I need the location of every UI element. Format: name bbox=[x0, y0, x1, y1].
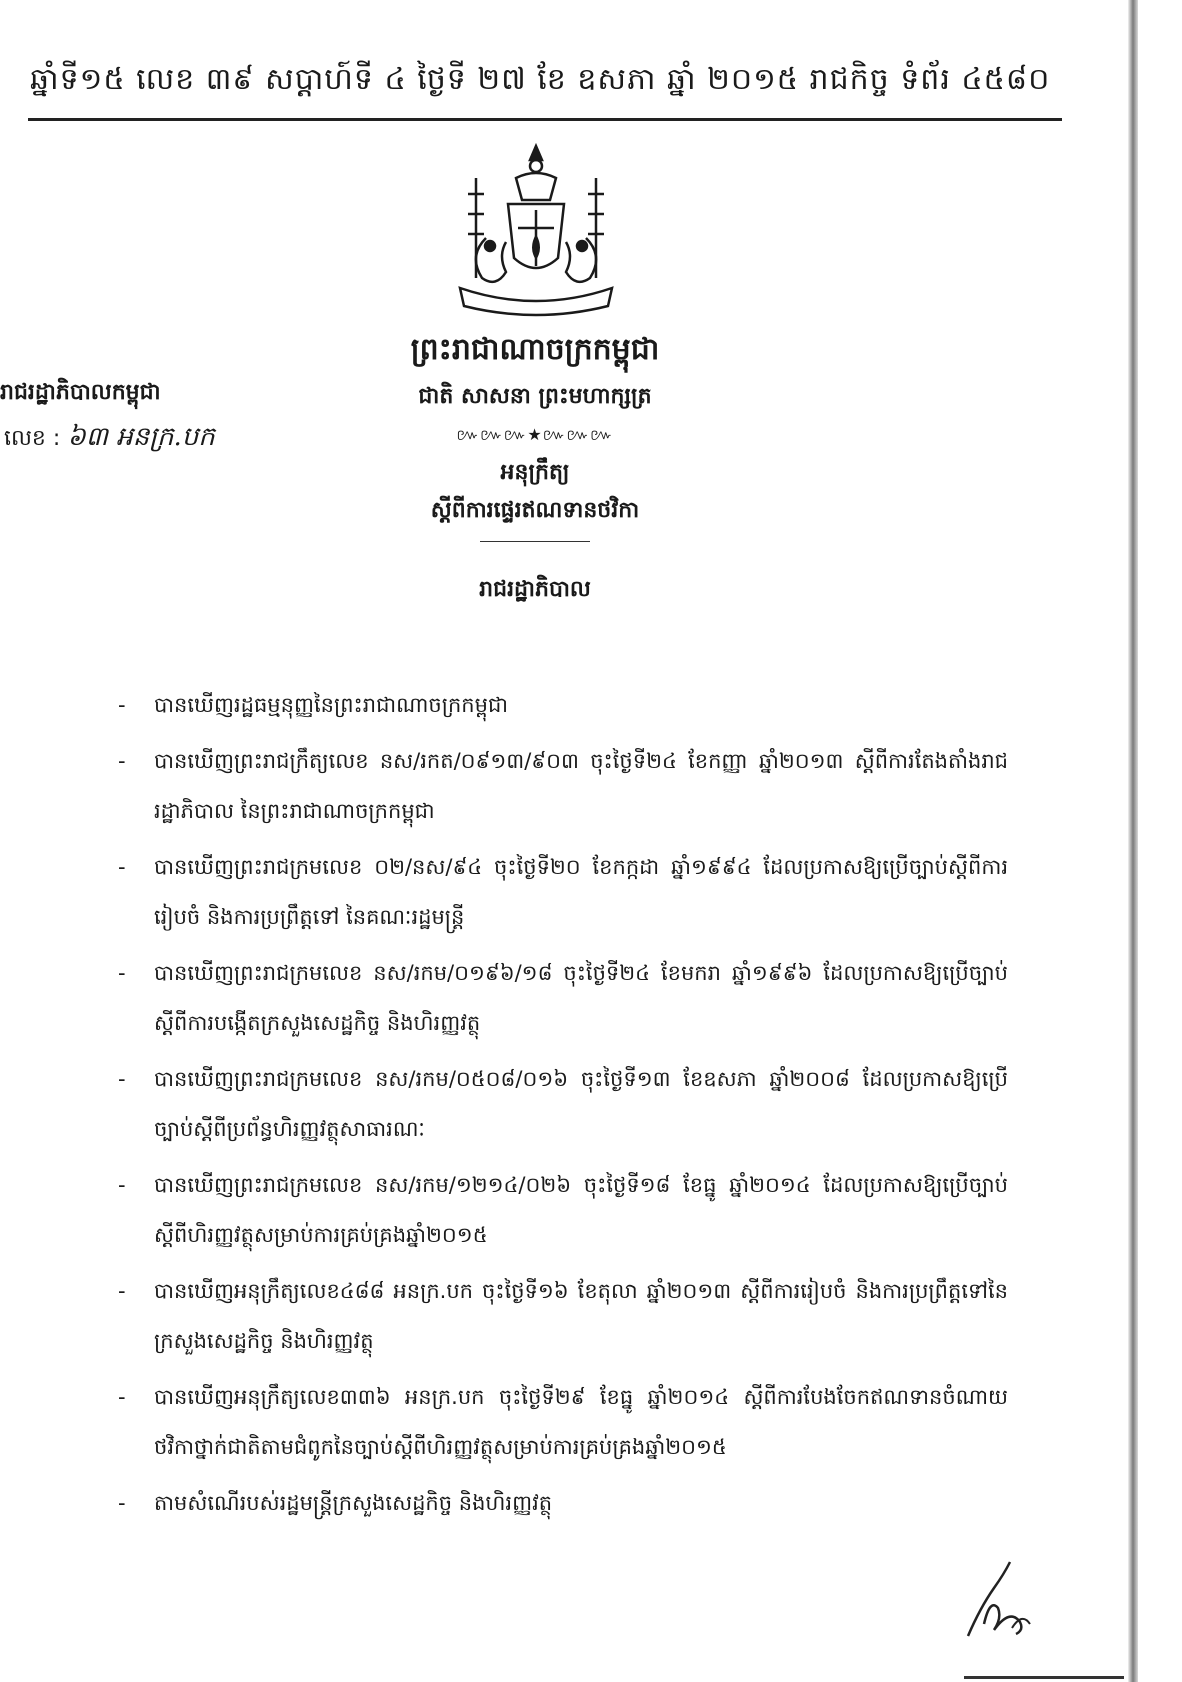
clause-dash: - bbox=[118, 1067, 126, 1091]
reference-value: ៦៣ អនក្រ.បក bbox=[67, 422, 215, 452]
list-item bbox=[118, 948, 1008, 1048]
clause-dash: - bbox=[118, 1491, 126, 1515]
list-item bbox=[118, 1266, 1008, 1366]
clause-dash: - bbox=[118, 1385, 126, 1409]
list-item bbox=[118, 1054, 1008, 1154]
clause-text: តាមសំណើរបស់រដ្ឋមន្ត្រីក្រសួងសេដ្ឋកិច្ច និងហិរញ្ញវត្ថុ bbox=[154, 1491, 553, 1515]
list-item bbox=[118, 842, 1008, 942]
clause-dash: - bbox=[118, 749, 126, 773]
issuing-body: រាជរដ្ឋាភិបាលកម្ពុជា bbox=[0, 380, 161, 405]
reference-label: លេខ : bbox=[4, 426, 61, 451]
kingdom-title: ព្រះរាជាណាចក្រកម្ពុជា bbox=[410, 332, 660, 367]
preamble-clauses bbox=[118, 680, 1008, 1534]
list-item bbox=[118, 736, 1008, 836]
list-item bbox=[118, 680, 1008, 730]
national-motto: ជាតិ សាសនា ព្រះមហាក្សត្រ bbox=[418, 384, 652, 409]
footer-line bbox=[964, 1676, 1124, 1679]
clause-text: បានឃើញព្រះរាជក្រមលេខ នស/រកម/០១៩៦/១៨ ចុះថ្ងៃទី២៤ ខែមករា ឆ្នាំ១៩៩៦ ដែលប្រកាសឱ្យប្រើច្បាប់ស្តីពីការបង្កើតក្រសួងសេដ្ឋកិច្ច និងហិរញ្ញវត្ថុ bbox=[154, 961, 1008, 1035]
clause-text: បានឃើញព្រះរាជក្រមលេខ នស/រកម/០៥០៨/០១៦ ចុះថ្ងៃទី១៣ ខែឧសភា ឆ្នាំ២០០៨ ដែលប្រកាសឱ្យប្រើច្បាប់ស្តីពីប្រព័ន្ធហិរញ្ញវត្ថុសាធារណៈ bbox=[154, 1067, 1008, 1141]
decree-type: អនុក្រឹត្យ bbox=[500, 460, 570, 485]
clause-text: បានឃើញព្រះរាជក្រឹត្យលេខ នស/រកត/០៩១៣/៩០៣ ចុះថ្ងៃទី២៤ ខែកញ្ញា ឆ្នាំ២០១៣ ស្តីពីការតែងតាំងរាជរដ្ឋាភិបាល នៃព្រះរាជាណាចក្រកម្ពុជា bbox=[154, 749, 1008, 823]
list-item bbox=[118, 1160, 1008, 1260]
page-edge-shadow bbox=[1128, 0, 1138, 1682]
clause-dash: - bbox=[118, 855, 126, 879]
ornament-divider: ៚៚៚★៚៚៚ bbox=[456, 425, 614, 444]
clause-text: បានឃើញរដ្ឋធម្មនុញ្ញនៃព្រះរាជាណាចក្រកម្ពុជា bbox=[154, 693, 508, 717]
gazette-header: ឆ្នាំទី១៥ លេខ ៣៩ សប្តាហ៍ទី ៤ ថ្ងៃទី ២៧ ខែ ឧសភា ឆ្នាំ ២០១៥ រាជកិច្ច ទំព័រ ៤៥៨០ bbox=[30, 62, 1051, 97]
royal-arms-emblem-icon bbox=[446, 138, 626, 323]
clause-dash: - bbox=[118, 1173, 126, 1197]
clause-dash: - bbox=[118, 693, 126, 717]
reference-number bbox=[4, 420, 304, 458]
subject-divider bbox=[480, 541, 590, 542]
clause-dash: - bbox=[118, 1279, 126, 1303]
list-item bbox=[118, 1478, 1008, 1528]
authority-heading: រាជរដ្ឋាភិបាល bbox=[479, 577, 591, 602]
list-item bbox=[118, 1372, 1008, 1472]
clause-text: បានឃើញអនុក្រឹត្យលេខ៤៨៨ អនក្រ.បក ចុះថ្ងៃទី១៦ ខែតុលា ឆ្នាំ២០១៣ ស្តីពីការរៀបចំ និងការប្រព្រឹត្តទៅនៃក្រសួងសេដ្ឋកិច្ច និងហិរញ្ញវត្ថុ bbox=[154, 1279, 1008, 1353]
signature-icon bbox=[950, 1548, 1070, 1648]
decree-subject: ស្តីពីការផ្ទេរឥណទានថវិកា bbox=[430, 498, 640, 523]
clause-text: បានឃើញព្រះរាជក្រមលេខ ០២/នស/៩៤ ចុះថ្ងៃទី២០ ខែកក្កដា ឆ្នាំ១៩៩៤ ដែលប្រកាសឱ្យប្រើច្បាប់ស្តីពីការរៀបចំ និងការប្រព្រឹត្តទៅ នៃគណៈរដ្ឋមន្ត្រី bbox=[154, 855, 1008, 929]
clause-dash: - bbox=[118, 961, 126, 985]
clause-text: បានឃើញអនុក្រឹត្យលេខ៣៣៦ អនក្រ.បក ចុះថ្ងៃទី២៩ ខែធ្នូ ឆ្នាំ២០១៤ ស្តីពីការបែងចែកឥណទានចំណាយថវិកាថ្នាក់ជាតិតាមជំពូកនៃច្បាប់ស្តីពីហិរញ្ញវត្ថុសម្រាប់ការគ្រប់គ្រងឆ្នាំ២០១៥ bbox=[154, 1385, 1008, 1459]
clause-text: បានឃើញព្រះរាជក្រមលេខ នស/រកម/១២១៤/០២៦ ចុះថ្ងៃទី១៨ ខែធ្នូ ឆ្នាំ២០១៤ ដែលប្រកាសឱ្យប្រើច្បាប់ស្តីពីហិរញ្ញវត្ថុសម្រាប់ការគ្រប់គ្រងឆ្នាំ២០១៥ bbox=[154, 1173, 1008, 1247]
header-divider bbox=[28, 118, 1062, 121]
